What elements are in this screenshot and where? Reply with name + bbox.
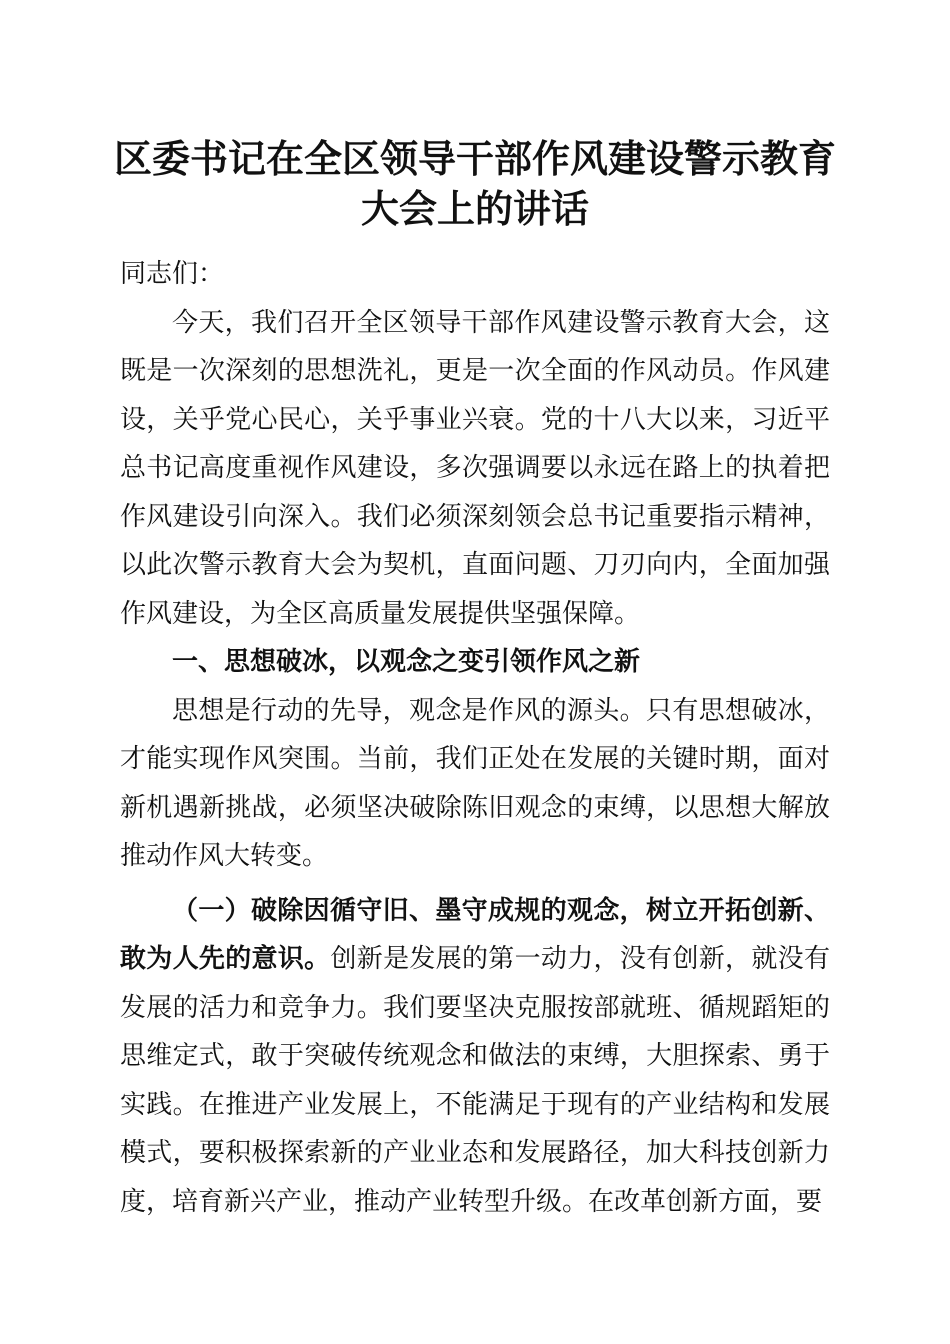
subsection-1-paragraph [120,887,830,1227]
section-1-heading: 一、思想破冰，以观念之变引领作风之新 [172,647,641,677]
subsection-1-lead: （一）破除因循守旧、墨守成规的观念，树立开拓创新、敢为人先的意识。 [120,895,830,974]
intro-paragraph: 今天，我们召开全区领导干部作风建设警示教育大会，这既是一次深刻的思想洗礼，更是一次全面的作风动员。作风建设，关乎党心民心，关乎事业兴衰。党的十八大以来，习近平总书记高度重视作风建设，多次强调要以永远在路上的执着把作风建设引向深入。我们必须深刻领会总书记重要指示精神，以此次警示教育大会为契机，直面问题、刀刃向内，全面加强作风建设，为全区高质量发展提供坚强保障。 [120,307,830,629]
document-body [120,250,830,1226]
document-title: 区委书记在全区领导干部作风建设警示教育大会上的讲话 [113,136,836,231]
subsection-1-text: 创新是发展的第一动力，没有创新，就没有发展的活力和竞争力。我们要坚决克服按部就班、循规蹈矩的思维定式，敢于突破传统观念和做法的束缚，大胆探索、勇于实践。在推进产业发展上，不能满足于现有的产业结构和发展模式，要积极探索新的产业业态和发展路径，加大科技创新力度，培育新兴产业，推动产业转型升级。在改革创新方面，要 [120,944,830,1217]
salutation: 同志们： [120,259,225,289]
section-1-paragraph: 思想是行动的先导，观念是作风的源头。只有思想破冰，才能实现作风突围。当前，我们正处在发展的关键时期，面对新机遇新挑战，必须坚决破除陈旧观念的束缚，以思想大解放推动作风大转变。 [120,695,830,871]
